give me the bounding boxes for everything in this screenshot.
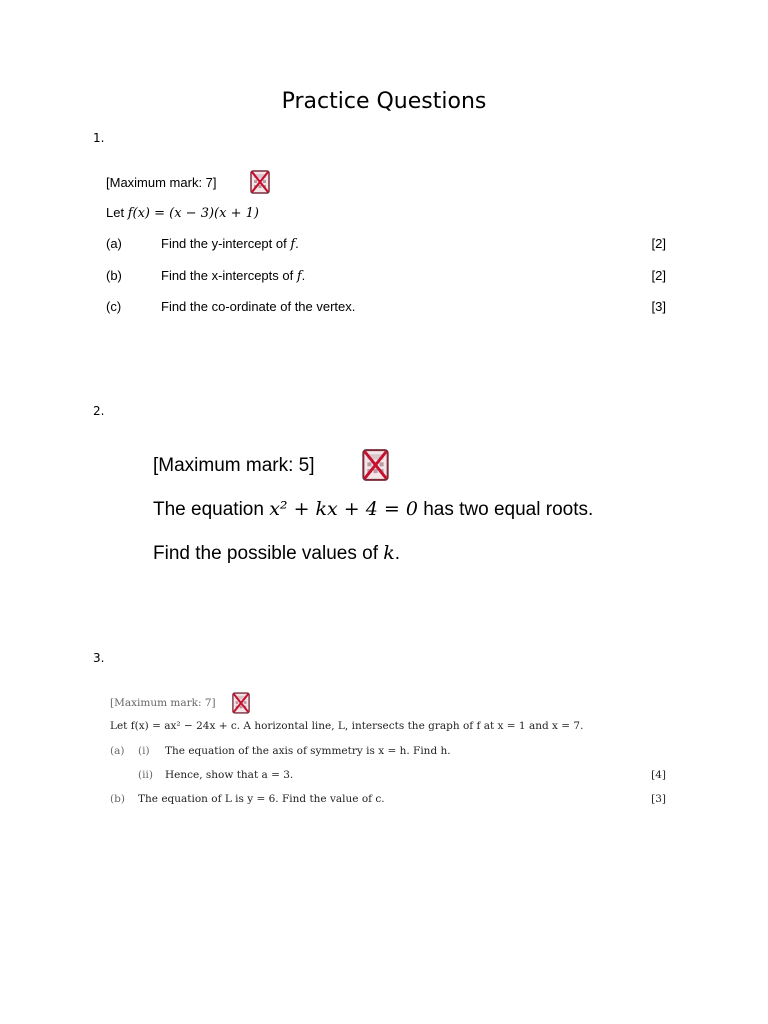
part-b-marks: [3]	[651, 793, 666, 805]
part-text	[161, 268, 305, 284]
question-1-intro	[106, 205, 259, 221]
task-variable: k	[383, 542, 395, 564]
part-b-text: Find the x-intercepts of	[161, 268, 297, 283]
part-a-math: f	[290, 237, 296, 252]
question-2-max-mark: [Maximum mark: 5]	[153, 455, 315, 476]
part-text	[161, 236, 299, 252]
crossed-out-calculator-icon	[232, 692, 250, 714]
part-a-marks: [2]	[651, 236, 666, 251]
part-b-end: .	[301, 268, 306, 283]
question-3-number: 3.	[93, 651, 105, 665]
question-1-max-mark: [Maximum mark: 7]	[106, 175, 217, 190]
statement-prefix: The equation	[153, 499, 270, 520]
part-b-math: f	[296, 269, 302, 284]
question-2-task	[153, 542, 400, 565]
part-label: (b)	[110, 793, 125, 805]
part-c-marks: [3]	[651, 299, 666, 314]
statement-suffix: has two equal roots.	[417, 499, 594, 520]
page-title: Practice Questions	[281, 89, 487, 114]
part-c-text: Find the co-ordinate of the vertex.	[161, 299, 356, 314]
question-1-number: 1.	[93, 131, 105, 145]
part-a-i-text: The equation of the axis of symmetry is x = h. Find h.	[165, 745, 451, 757]
crossed-out-calculator-icon	[362, 448, 389, 482]
question-3-intro: Let f(x) = ax² − 24x + c. A horizontal line, L, intersects the graph of f at x = 1 and x = 7.	[110, 720, 584, 732]
question-3-max-mark: [Maximum mark: 7]	[110, 697, 216, 709]
quadratic-equation: x² + kx + 4 = 0	[269, 498, 418, 520]
task-suffix: .	[394, 543, 401, 564]
crossed-out-calculator-icon	[250, 170, 270, 194]
part-label: (a)	[110, 745, 125, 757]
part-label: (c)	[106, 299, 122, 314]
task-prefix: Find the possible values of	[153, 543, 384, 564]
part-b-marks: [2]	[651, 268, 666, 283]
part-a-ii-text: Hence, show that a = 3.	[165, 769, 294, 781]
subpart-label: (ii)	[138, 769, 153, 781]
subpart-label: (i)	[138, 745, 150, 757]
question-2-number: 2.	[93, 404, 105, 418]
part-b-text: The equation of L is y = 6. Find the value of c.	[138, 793, 385, 805]
part-a-text: Find the y-intercept of	[161, 236, 291, 251]
part-label: (a)	[106, 236, 122, 251]
part-a-end: .	[295, 236, 299, 251]
part-a-marks: [4]	[651, 769, 666, 781]
function-definition: f(x) = (x − 3)(x + 1)	[127, 206, 259, 221]
question-2-statement	[153, 498, 593, 521]
intro-prefix: Let	[106, 205, 128, 220]
part-label: (b)	[106, 268, 122, 283]
